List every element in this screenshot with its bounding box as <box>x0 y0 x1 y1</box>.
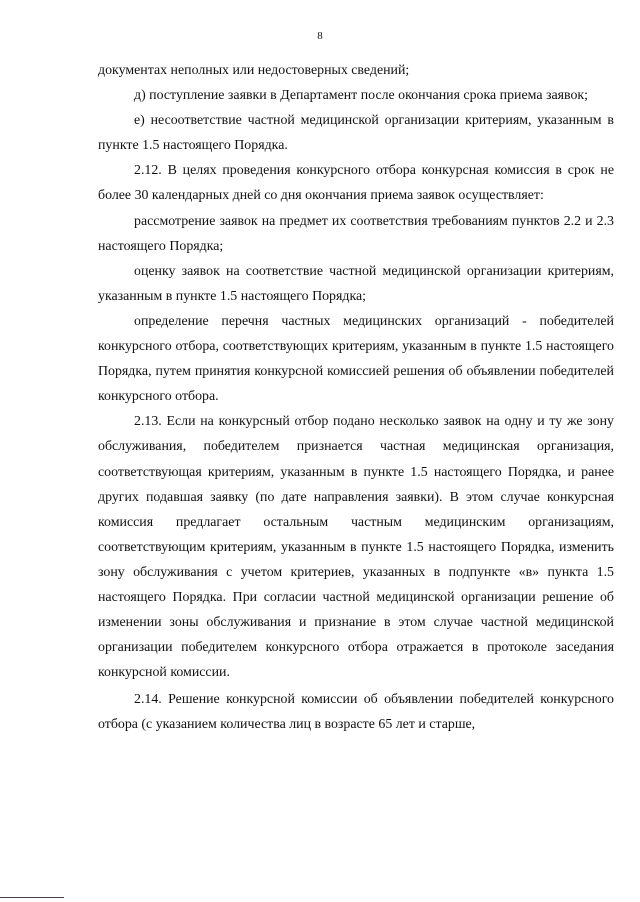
footer-rule <box>0 897 64 898</box>
paragraph-review-applications: рассмотрение заявок на предмет их соответствия требованиям пунктов 2.2 и 2.3 настоящего Порядка; <box>98 213 614 254</box>
page-number: 8 <box>317 30 323 42</box>
paragraph-continuation: документах неполных или недостоверных сведений; <box>98 63 410 78</box>
paragraph-item-e: е) несоответствие частной медицинской организации критериям, указанным в пункте 1.5 настоящего Порядка. <box>98 113 614 154</box>
document-body <box>98 58 614 738</box>
paragraph-2-14: 2.14. Решение конкурсной комиссии об объявлении победителей конкурсного отбора (с указанием количества лиц в возрасте 65 лет и старше, <box>98 692 614 733</box>
paragraph-evaluate-applications: оценку заявок на соответствие частной медицинской организации критериям, указанным в пункте 1.5 настоящего Порядка; <box>98 263 614 304</box>
paragraph-2-13: 2.13. Если на конкурсный отбор подано несколько заявок на одну и ту же зону обслуживания, победителем признается частная медицинская организация, соответствующая критериям, указанным в пункте 1.5 настоящего Порядка, и ранее других подавшая заявку (по дате направления заявки). В этом случае конкурсная комиссия предлагает остальным частным медицинским организациям, соответствующим критериям, указанным в пункте 1.5 настоящего Порядка, изменить зону обслуживания с учетом критериев, указанных в подпункте «в» пункта 1.5 настоящего Порядка. При согласии частной медицинской организации решение об изменении зоны обслуживания и признание в этом случае частной медицинской организации победителем конкурсного отбора отражается в протоколе заседания конкурсной комиссии. <box>98 414 614 681</box>
paragraph-2-12: 2.12. В целях проведения конкурсного отбора конкурсная комиссия в срок не более 30 календарных дней со дня окончания приема заявок осуществляет: <box>98 163 614 204</box>
paragraph-determine-winners: определение перечня частных медицинских организаций - победителей конкурсного отбора, соответствующих критериям, указанным в пункте 1.5 настоящего Порядка, путем принятия конкурсной комиссией решения об объявлении победителей конкурсного отбора. <box>98 313 614 405</box>
paragraph-item-d: д) поступление заявки в Департамент после окончания срока приема заявок; <box>134 88 589 104</box>
